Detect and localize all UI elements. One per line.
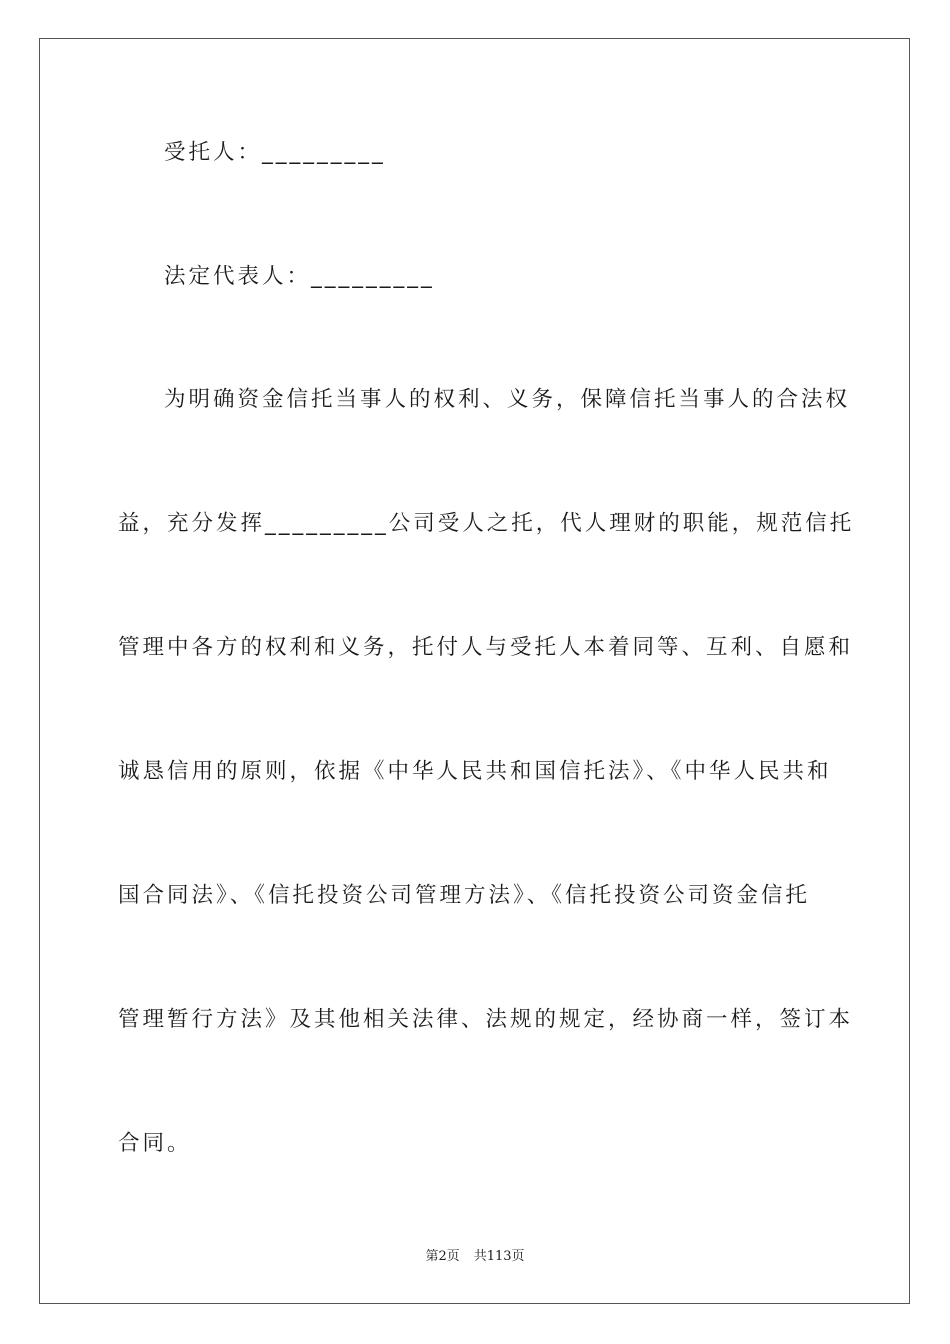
trustee-line: 受托人：_________ [164,140,386,165]
paragraph-line-2: 益，充分发挥_________公司受人之托，代人理财的职能，规范信托 [118,511,855,536]
paragraph-line-6: 管理暂行方法》及其他相关法律、法规的规定，经协商一样，签订本 [118,1007,854,1032]
legal-representative-line: 法定代表人：_________ [164,264,435,289]
paragraph-line-5: 国合同法》、《信托投资公司管理方法》、《信托投资公司资金信托 [118,883,811,908]
page-number: 第2页 [425,1249,460,1264]
page-frame [39,38,910,1304]
page-footer [0,1248,950,1266]
paragraph-line-4: 诚恳信用的原则，依据《中华人民共和国信托法》、《中华人民共和 [118,759,832,784]
page-total: 共113页 [473,1249,525,1264]
paragraph-line-1: 为明确资金信托当事人的权利、义务，保障信托当事人的合法权 [164,387,851,412]
paragraph-line-7: 合同。 [118,1131,192,1156]
paragraph-line-3: 管理中各方的权利和义务，托付人与受托人本着同等、互利、自愿和 [118,635,854,660]
